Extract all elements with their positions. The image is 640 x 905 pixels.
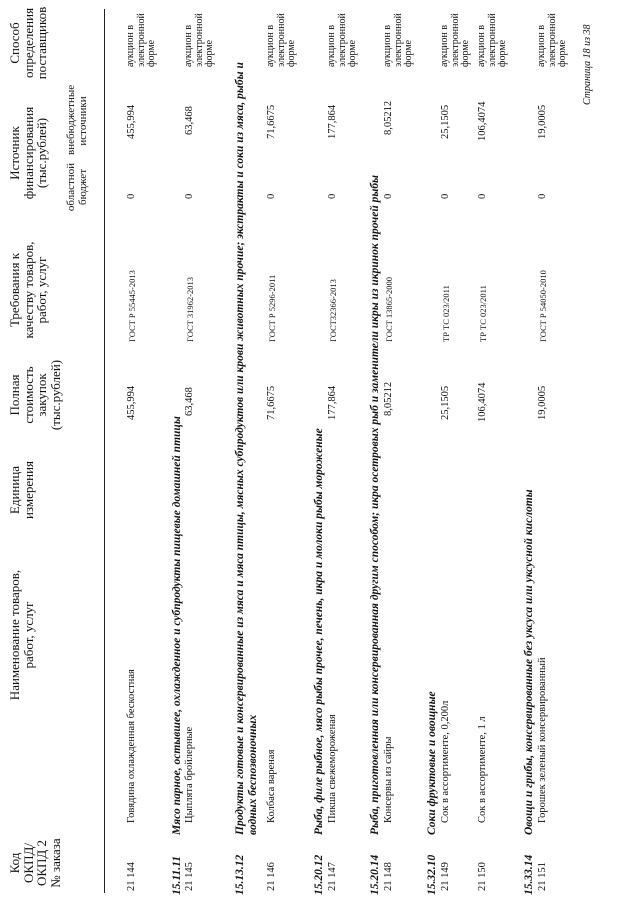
row-number: 21 148 xyxy=(383,862,394,891)
header-method xyxy=(8,3,49,83)
header-funding-regional xyxy=(66,157,89,217)
row-regional: 0 xyxy=(477,193,488,199)
row-cost: 177,864 xyxy=(327,385,338,420)
row-extra: 71,6675 xyxy=(266,104,277,139)
row-method: аукцион в электронной форме xyxy=(476,13,508,67)
header-unit-line: Единица xyxy=(7,465,22,515)
row-gost: ГОСТ 13865-2000 xyxy=(384,276,394,342)
row-name: Говядина охлажденная бескостная xyxy=(126,669,137,823)
category-title: Рыба, филе рыбное, мясо рыбы прочее, печень, икра и молоки рыбы мороженые xyxy=(313,428,325,835)
category-code: 15.32.10 xyxy=(426,854,438,895)
header-cost-line: (тыс.рублей) xyxy=(47,359,63,431)
header-unit-line: измерения xyxy=(20,460,36,520)
header-req-line: Требования к xyxy=(7,252,22,328)
header-requirements xyxy=(8,235,49,345)
header-req-line: работ, услуг xyxy=(34,256,50,324)
row-cost: 19,0005 xyxy=(537,385,548,420)
header-cost-line: Полная xyxy=(7,374,22,416)
category-title: Продукты готовые и консервированные из мяса и мяса птицы, мясных субпродуктов или крови животных прочие; экстракты и соки из мяса, рыбы и водных беспозвоночных xyxy=(234,62,259,835)
row-extra: 8,05212 xyxy=(383,100,394,135)
row-gost: ГОСТ32366-2013 xyxy=(328,279,338,342)
row-gost: ГОСТ Р 54050-2010 xyxy=(538,270,548,342)
row-method: аукцион в электронной форме xyxy=(125,13,157,67)
header-name-line: работ, услуг xyxy=(20,601,36,669)
row-cost: 8,05212 xyxy=(383,381,394,416)
row-regional: 0 xyxy=(440,193,451,199)
header-method-line: Способ xyxy=(7,22,22,64)
header-cost-line: закупок xyxy=(34,373,50,417)
header-req-line: качеству товаров, xyxy=(20,241,36,339)
row-gost: ТР ТС 023/2011 xyxy=(441,285,451,342)
row-regional: 0 xyxy=(383,193,394,199)
row-name: Горошек зеленый консервированный xyxy=(537,657,548,823)
header-cost-line: стоимость xyxy=(20,366,36,424)
row-name: Цыплята бройлерные xyxy=(184,726,195,823)
header-code-line: Код xyxy=(7,852,22,874)
header-funding-line: финансирования xyxy=(20,106,36,200)
page-number: Страница 18 из 38 xyxy=(582,24,593,105)
row-number: 21 144 xyxy=(126,862,137,891)
row-name: Сок в ассортименте, 0,200л xyxy=(440,700,451,823)
row-method: аукцион в электронной форме xyxy=(326,13,358,67)
category-code: 15.20.14 xyxy=(369,854,381,895)
row-method: аукцион в электронной форме xyxy=(382,13,414,67)
header-code xyxy=(8,833,63,893)
header-divider xyxy=(104,9,105,893)
header-regional-line: бюджет xyxy=(76,169,89,205)
header-unit xyxy=(8,450,35,530)
row-number: 21 150 xyxy=(477,862,488,891)
row-regional: 0 xyxy=(327,193,338,199)
header-code-line: ОКПД/ xyxy=(20,843,36,883)
row-method: аукцион в электронной форме xyxy=(536,13,568,67)
row-gost: ГОСТ Р 5296-2011 xyxy=(267,274,277,342)
header-name-line: Наименование товаров, xyxy=(7,569,22,701)
row-cost: 71,6675 xyxy=(266,385,277,420)
row-regional: 0 xyxy=(184,193,195,199)
row-number: 21 146 xyxy=(266,862,277,891)
header-cost xyxy=(8,355,63,435)
header-method-line: поставщиков xyxy=(34,6,50,80)
row-number: 21 151 xyxy=(537,862,548,891)
category-title: Рыба, приготовленная или консервированная другим способом; икра осетровых рыб и заменители икры из икринок прочей рыбы xyxy=(369,174,381,835)
row-method: аукцион в электронной форме xyxy=(265,13,297,67)
row-regional: 0 xyxy=(266,193,277,199)
header-funding-line: (тыс.рублей) xyxy=(34,117,50,189)
row-extra: 106,4074 xyxy=(477,101,488,141)
row-number: 21 147 xyxy=(327,862,338,891)
row-regional: 0 xyxy=(537,193,548,199)
row-method: аукцион в электронной форме xyxy=(183,13,215,67)
row-name: Консервы из сайры xyxy=(383,736,394,823)
header-extra-line: внебюджетные xyxy=(65,84,77,155)
category-code: 15.20.12 xyxy=(313,854,325,895)
header-method-line: определения xyxy=(20,7,36,79)
row-name: Пикша свежемороженая xyxy=(327,714,338,823)
row-extra: 63,468 xyxy=(184,106,195,135)
row-gost: ГОСТ Р 55445-2013 xyxy=(127,270,137,342)
header-funding xyxy=(8,93,49,213)
row-cost: 63,468 xyxy=(184,387,195,416)
row-number: 21 145 xyxy=(184,862,195,891)
row-extra: 19,0005 xyxy=(537,104,548,139)
row-cost: 455,994 xyxy=(126,385,137,420)
header-extra-line: источники xyxy=(76,96,89,146)
header-regional-line: областной xyxy=(65,162,77,212)
header-funding-line: Источник xyxy=(7,126,22,180)
header-funding-extra xyxy=(65,84,89,155)
category-title: Соки фруктовые и овощные xyxy=(426,691,438,835)
row-regional: 0 xyxy=(126,193,137,199)
header-code-line: № заказа xyxy=(47,838,63,888)
category-title: Овощи и грибы, консервированные без уксуса или уксусной кислоты xyxy=(523,489,535,835)
row-extra: 177,864 xyxy=(327,104,338,139)
row-name: Колбаса вареная xyxy=(266,749,277,823)
row-method: аукцион в электронной форме xyxy=(439,13,471,67)
header-code-line: ОКПД 2 xyxy=(34,839,50,887)
category-title: Мясо парное, остывшее, охлажденное и субпродукты пищевые домашней птицы xyxy=(171,416,183,835)
header-name xyxy=(8,555,35,715)
row-number: 21 149 xyxy=(440,862,451,891)
row-cost: 25,1505 xyxy=(440,385,451,420)
row-gost: ГОСТ 31962-2013 xyxy=(185,276,195,342)
category-code: 15.13.12 xyxy=(234,854,246,895)
row-extra: 455,994 xyxy=(126,104,137,139)
category-code: 15.11.11 xyxy=(171,856,183,895)
category-code: 15.33.14 xyxy=(523,854,535,895)
row-name: Сок в ассортименте, 1 л xyxy=(477,716,488,823)
row-cost: 106,4074 xyxy=(477,382,488,422)
row-extra: 25,1505 xyxy=(440,104,451,139)
row-gost: ТР ТС 023/2011 xyxy=(478,285,488,342)
